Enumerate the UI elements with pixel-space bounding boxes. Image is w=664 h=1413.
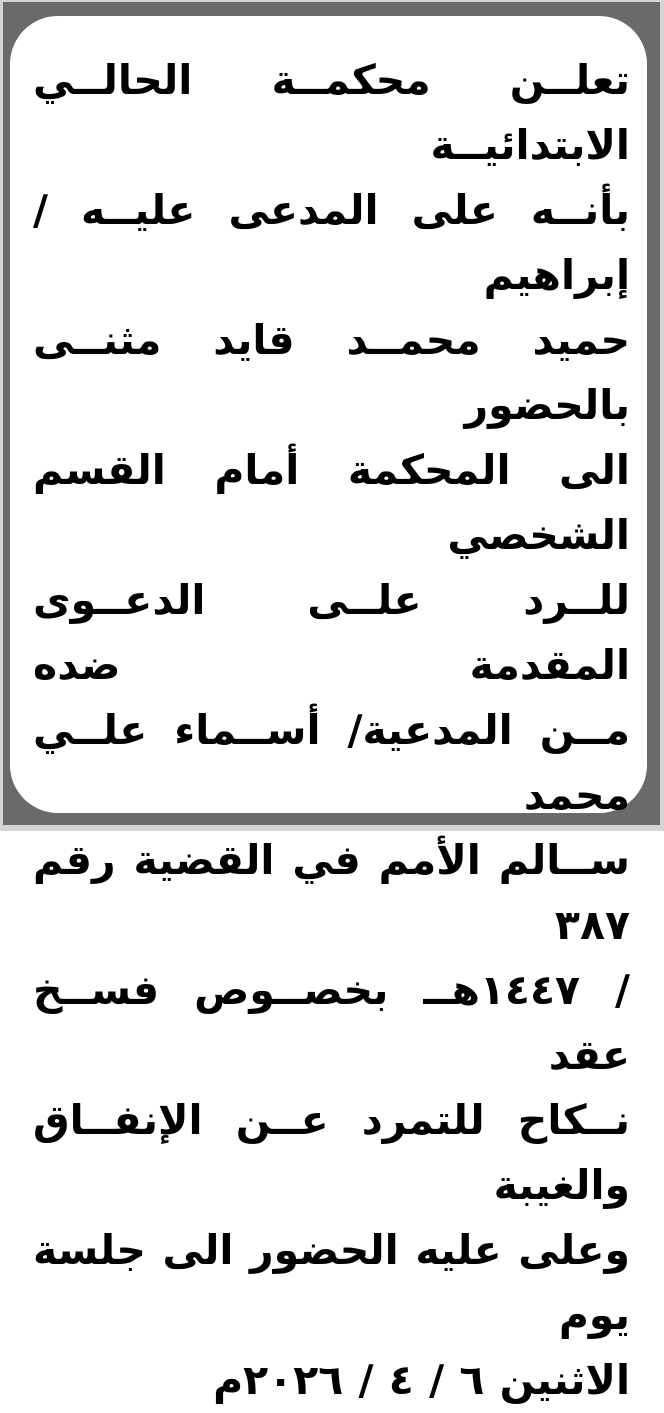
notice-line: حميد محمــد قايد مثنــى بالحضور <box>33 316 630 429</box>
notice-line: / ١٤٤٧هــ بخصــوص فســخ عقد <box>33 966 630 1079</box>
notice-line: تعلــن محكمــة الحالــي الابتدائيــة <box>33 56 630 169</box>
court-notice-card <box>10 16 647 1404</box>
notice-line: بأنــه على المدعى عليــه / إبراهيم <box>33 186 630 299</box>
notice-line: نــكاح للتمرد عــن الإنفــاق والغيبة <box>33 1096 630 1209</box>
notice-line: للــرد علــى الدعــوى المقدمة ضده <box>33 576 630 689</box>
notice-text-block <box>33 48 630 1413</box>
notice-line: الى المحكمة أمام القسم الشخصي <box>33 446 630 559</box>
notice-line: وعلى عليه الحضور الى جلسة يوم <box>33 1226 630 1339</box>
notice-line-hearing-date: الاثنين ٦ / ٤ / ٢٠٢٦م <box>213 1356 630 1404</box>
notice-line: ســالم الأمم في القضية رقم ٣٨٧ <box>33 836 630 949</box>
notice-line: مــن المدعية/ أســماء علــي محمد <box>33 706 630 819</box>
